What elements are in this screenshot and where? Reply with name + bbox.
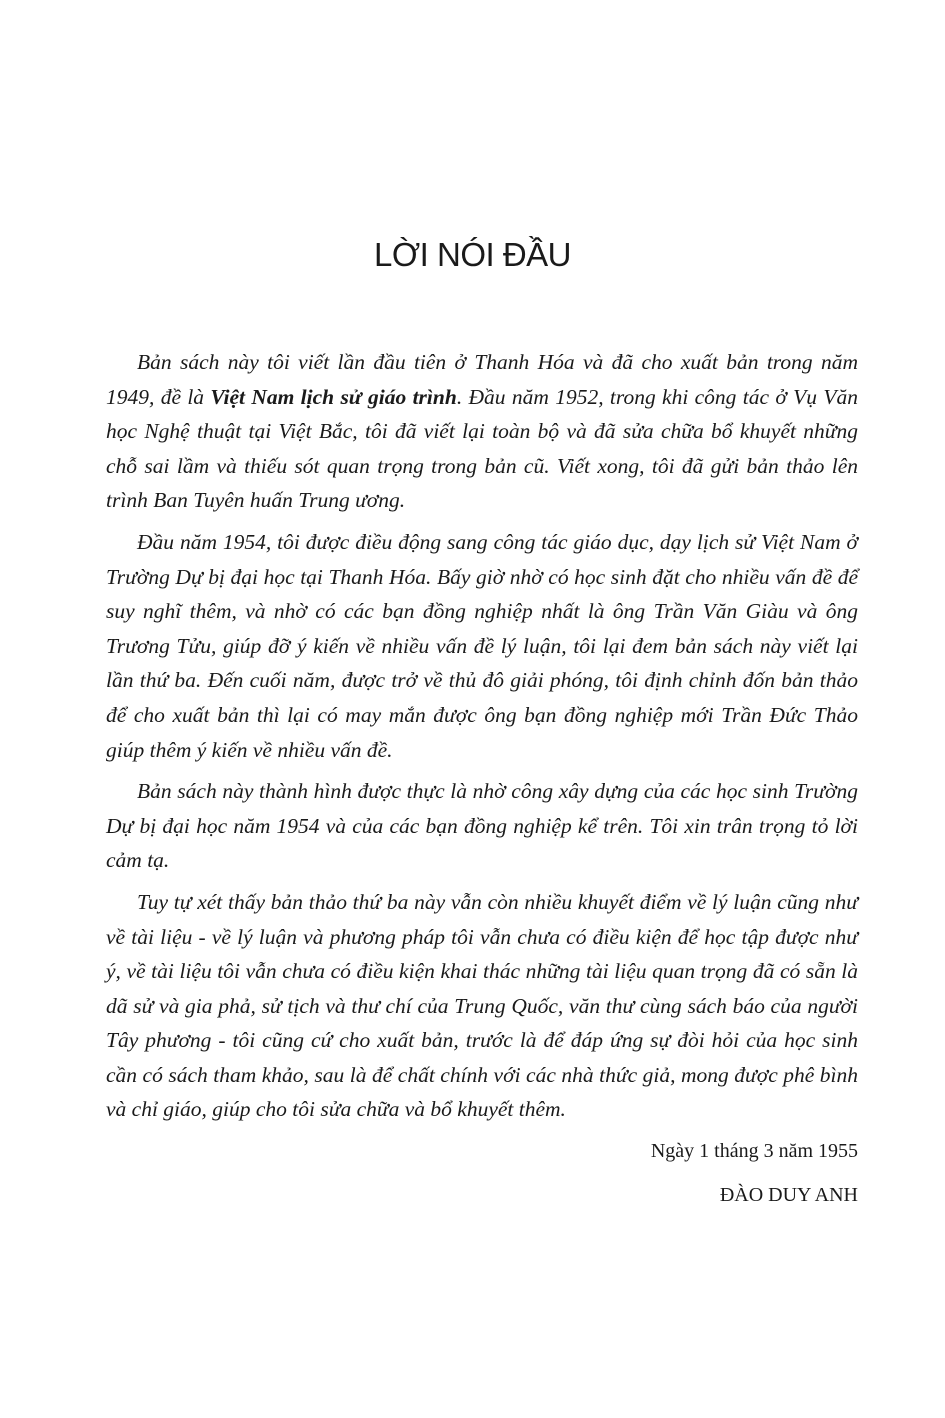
paragraph-4: Tuy tự xét thấy bản thảo thứ ba này vẫn còn nhiều khuyết điểm về lý luận cũng như về tài liệu - về lý luận và phương pháp tôi vẫn chưa có điều kiện để học tập được như ý, về tài liệu tôi vẫn chưa có điều kiện khai thác những tài liệu quan trọng đã có sẵn là dã sử và gia phả, sử tịch và thư chí của Trung Quốc, văn thư cùng sách báo của người Tây phương - tôi cũng cứ cho xuất bản, trước là để đáp ứng sự đòi hỏi của học sinh cần có sách tham khảo, sau là để chất chính với các nhà thức giả, mong được phê bình và chỉ giáo, giúp cho tôi sửa chữa và bổ khuyết thêm. [106,889,858,1122]
paragraph-1 [106,345,858,518]
paragraph-1-text-a: Bản sách này tôi viết lần đầu tiên ở Thanh Hóa và đã cho xuất bản trong năm 1949, đề là [106,350,858,409]
signature-author: ĐÀO DUY ANH [719,1184,858,1206]
book-title-bold: Việt Nam lịch sử giáo trình [210,384,457,409]
signature-date: Ngày 1 tháng 3 năm 1955 [650,1140,858,1162]
paragraph-1-text-b: . Đầu năm 1952, trong khi công tác ở Vụ Văn học Nghệ thuật tại Việt Bắc, tôi đã viết lại toàn bộ và đã sửa chữa bổ khuyết những chỗ sai lầm và thiếu sót quan trọng trong bản cũ. Viết xong, tôi đã gửi bản thảo lên trình Ban Tuyên huấn Trung ương. [106,384,858,513]
preface-body [106,345,858,1134]
page-title: LỜI NÓI ĐẦU [374,236,571,273]
paragraph-2: Đầu năm 1954, tôi được điều động sang công tác giáo dục, dạy lịch sử Việt Nam ở Trường Dự bị đại học tại Thanh Hóa. Bấy giờ nhờ có học sinh đặt cho nhiều vấn đề để suy nghĩ thêm, và nhờ có các bạn đồng nghiệp nhất là ông Trần Văn Giàu và ông Trương Tửu, giúp đỡ ý kiến về nhiều vấn đề lý luận, tôi lại đem bản sách này viết lại lần thứ ba. Đến cuối năm, được trở về thủ đô giải phóng, tôi định chỉnh đốn bản thảo để cho xuất bản thì lại có may mắn được ông bạn đồng nghiệp mới Trần Đức Thảo giúp thêm ý kiến về nhiều vấn đề. [106,529,858,762]
paragraph-3: Bản sách này thành hình được thực là nhờ công xây dựng của các học sinh Trường Dự bị đại học năm 1954 và của các bạn đồng nghiệp kể trên. Tôi xin trân trọng tỏ lời cảm tạ. [106,779,858,873]
